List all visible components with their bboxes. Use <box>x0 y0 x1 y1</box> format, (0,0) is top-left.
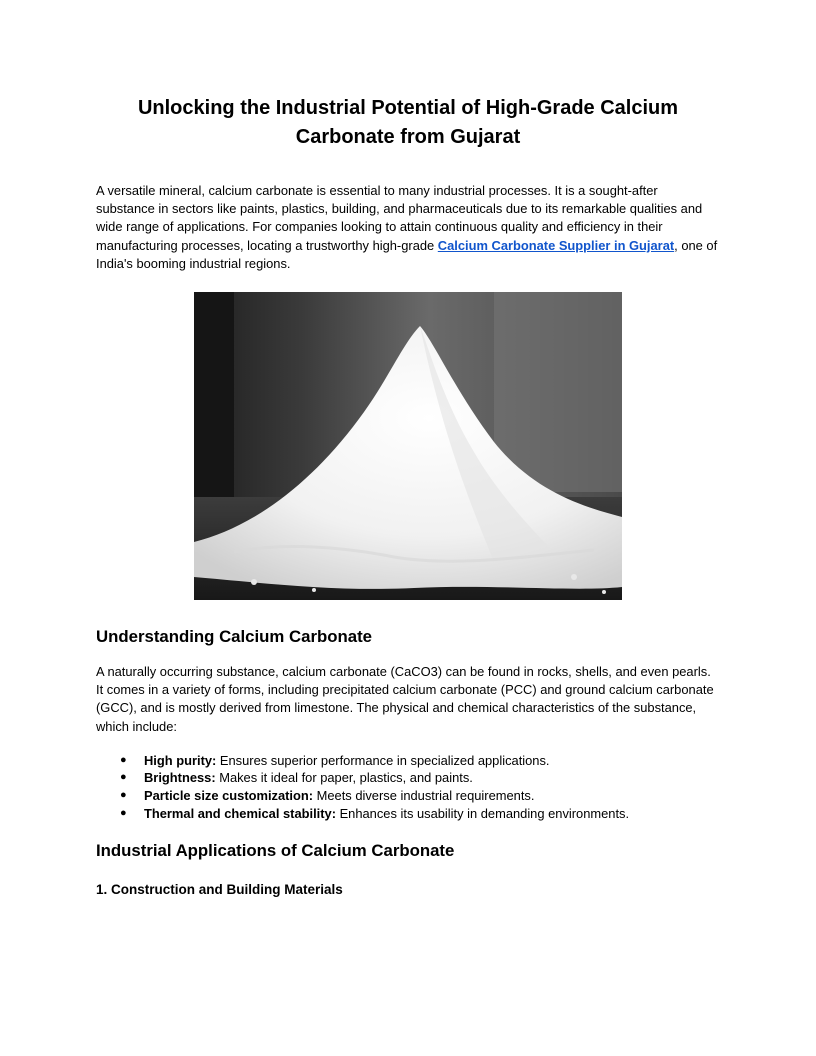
list-item-label: Particle size customization: <box>144 788 314 804</box>
bullet-icon: ● <box>120 806 127 819</box>
powder-pile-photo-icon <box>194 292 622 600</box>
list-item-text: Enhances its usability in demanding environments. <box>336 805 630 821</box>
document-body <box>96 94 720 899</box>
document-title: Unlocking the Industrial Potential of High-Grade Calcium Carbonate from Gujarat <box>137 97 679 148</box>
list-item <box>120 752 720 770</box>
list-item-label: Brightness: <box>144 770 216 786</box>
intro-text-after: , one of India's booming industrial regions. <box>96 237 718 271</box>
list-item-text: Meets diverse industrial requirements. <box>313 788 535 804</box>
calcium-carbonate-powder-image <box>194 292 622 600</box>
list-item <box>120 787 720 805</box>
properties-list <box>96 752 720 822</box>
section-heading-applications: Industrial Applications of Calcium Carbonate <box>96 841 455 861</box>
section-heading-understanding: Understanding Calcium Carbonate <box>96 627 372 647</box>
intro-paragraph <box>96 182 720 273</box>
bullet-icon: ● <box>120 789 127 802</box>
list-item-label: Thermal and chemical stability: <box>144 805 336 821</box>
list-item <box>120 769 720 787</box>
supplier-link[interactable]: Calcium Carbonate Supplier in Gujarat <box>437 237 675 253</box>
intro-text-before: A versatile mineral, calcium carbonate is essential to many industrial processes. It is a sought-after substance in sectors like paints, plastics, building, and pharmaceuticals due to its remarkable qualities and wide range of applications. For companies looking to attain continuous quality and efficiency in their manufacturing processes, locating a trustworthy high-grade <box>96 183 703 253</box>
list-item-text: Ensures superior performance in specialized applications. <box>216 752 550 768</box>
list-item-label: High purity: <box>144 752 217 768</box>
bullet-icon: ● <box>120 771 127 784</box>
subsection-heading-construction: 1. Construction and Building Materials <box>96 882 343 898</box>
list-item-text: Makes it ideal for paper, plastics, and paints. <box>215 770 473 786</box>
list-item <box>120 805 720 823</box>
section-paragraph-understanding: A naturally occurring substance, calcium carbonate (CaCO3) can be found in rocks, shells, and even pearls. It comes in a variety of forms, including precipitated calcium carbonate (PCC) and ground calcium carbonate (GCC), and is mostly derived from limestone. The physical and chemical characteristics of the substance, which include: <box>96 664 714 734</box>
bullet-icon: ● <box>120 753 127 766</box>
